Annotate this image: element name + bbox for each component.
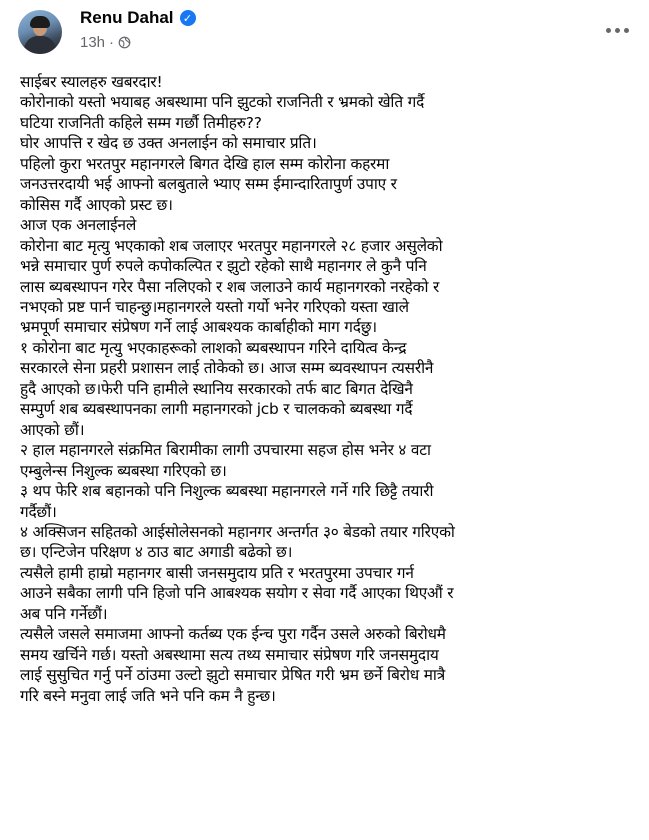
post-text-line: घोर आपत्ति र खेद छ उक्त अनलाईन को समाचार प्रति। (20, 134, 317, 153)
post-text-line: ३ थप फेरि शब बहानको पनि निशुल्क ब्यबस्था महानगरले गर्ने गरि छिट्टै तयारी (20, 482, 434, 501)
more-options-icon (615, 28, 620, 33)
post-text-line: साईबर स्यालहरु खबरदार! (20, 73, 163, 91)
post-text-line: गर्दैछौं। (20, 502, 57, 521)
author-row (80, 8, 196, 28)
author-name[interactable]: Renu Dahal (80, 8, 174, 27)
avatar-shoulders (24, 36, 56, 54)
post-text-line: १ कोरोना बाट मृत्यु भएकाहरूको लाशको ब्यबस्थापन गरिने दायित्व केन्द्र (20, 338, 407, 357)
post-text-line: कोसिस गर्दै आएको प्रस्ट छ। (20, 195, 173, 214)
post-text-line: आउने सबैका लागी पनि हिजो पनि आबश्यक सयोग र सेवा गर्दै आएका थिएऔं र (20, 584, 454, 603)
post-text-line: आएको छौं। (20, 420, 85, 439)
post-text-line: त्यसैले जसले समाजमा आफ्नो कर्तब्य एक ईन्च पुरा गर्दैन उसले अरुको बिरोधमै (20, 625, 446, 644)
post-text-line: लास ब्यबस्थापन गरेर पैसा नलिएको र शब जलाउने कार्य महानगरको नरहेको र (20, 277, 440, 296)
verified-badge-icon: ✓ (180, 10, 196, 26)
post-text-line: आज एक अनलाईनले (20, 216, 137, 235)
post-text-line: छ। एन्टिजेन परिक्षण ४ ठाउ बाट अगाडी बढेको छ। (20, 543, 293, 562)
post-text-line: सम्पुर्ण शब ब्यबस्थापनका लागी महानगरको jcb र चालकको ब्यबस्था गर्दै (20, 400, 413, 419)
post-text-line: घटिया राजनिती कहिले सम्म गर्छौ तिमीहरु?? (20, 113, 262, 132)
post-text-line: कोरोनाको यस्तो भयाबह अबस्थामा पनि झुटको राजनिती र भ्रमको खेति गर्दै (20, 93, 425, 112)
post-text-line: भन्ने समाचार पुर्ण रुपले कपोकल्पित र झुटो रहेको साथै महानगर ले कुनै पनि (20, 257, 427, 276)
post-text-line: ४ अक्सिजन सहितको आईसोलेसनको महानगर अन्तर्गत ३० बेडको तयार गरिएको (20, 522, 455, 541)
author-avatar[interactable] (18, 10, 62, 54)
avatar-hair (30, 16, 50, 28)
meta-separator: · (109, 34, 115, 51)
post-timestamp[interactable]: 13h (80, 34, 106, 51)
post-text-line: जनउत्तरदायी भई आफ्नो बलबुताले भ्याए सम्म ईमान्दारितापुर्ण उपाए र (20, 175, 397, 194)
post-text-line: २ हाल महानगरले संक्रमित बिरामीका लागी उपचारमा सहज होस भनेर ४ वटा (20, 441, 431, 460)
globe-icon (118, 36, 131, 49)
post-text-line: कोरोना बाट मृत्यु भएकाको शब जलाएर भरतपुर महानगरले २८ हजार असुलेको (20, 236, 443, 255)
post-text-line: एम्बुलेन्स निशुल्क ब्यबस्था गरिएको छ। (20, 461, 227, 480)
post-meta (80, 34, 131, 51)
more-options-button[interactable] (599, 18, 635, 42)
post-text-line: हुदै आएको छ।फेरी पनि हामीले स्थानिय सरकारको तर्फ बाट बिगत देखिनै (20, 379, 413, 398)
post-text-line: नभएको प्रष्ट पार्न चाहन्छु।महानगरले यस्तो गर्यो भनेर गरिएको यस्ता खाले (20, 297, 409, 316)
post-text-line: गरि बस्ने मनुवा लाई जति भने पनि कम नै हुन्छ। (20, 686, 276, 705)
post-text-line: अब पनि गर्नेछौं। (20, 604, 108, 623)
post-text-line: लाई सुसुचित गर्नु पर्ने ठांउमा उल्टो झुटो समाचार प्रेषित गरी भ्रम छर्ने बिरोध मात्रै (20, 666, 445, 685)
more-options-icon (624, 28, 629, 33)
post-text-line: समय खर्चिने गर्छ। यस्तो अबस्थामा सत्य तथ्य समाचार संप्रेषण गरि जनसमुदाय (20, 645, 439, 664)
more-options-icon (606, 28, 611, 33)
post-text-line: भ्रमपूर्ण समाचार संप्रेषण गर्ने लाई आबश्यक कार्बाहीको माग गर्दछु। (20, 318, 377, 337)
post-text-line: सरकारले सेना प्रहरी प्रशासन लाई तोकेको छ। आज सम्म ब्यवस्थापन त्यसरीनै (20, 359, 434, 378)
post-text-line: पहिलो कुरा भरतपुर महानगरले बिगत देखि हाल सम्म कोरोना कहरमा (20, 154, 390, 173)
post-text-line: त्यसैले हामी हाम्रो महानगर बासी जनसमुदाय प्रति र भरतपुरमा उपचार गर्न (20, 563, 414, 582)
post-text (20, 72, 640, 706)
post-header (0, 0, 649, 66)
